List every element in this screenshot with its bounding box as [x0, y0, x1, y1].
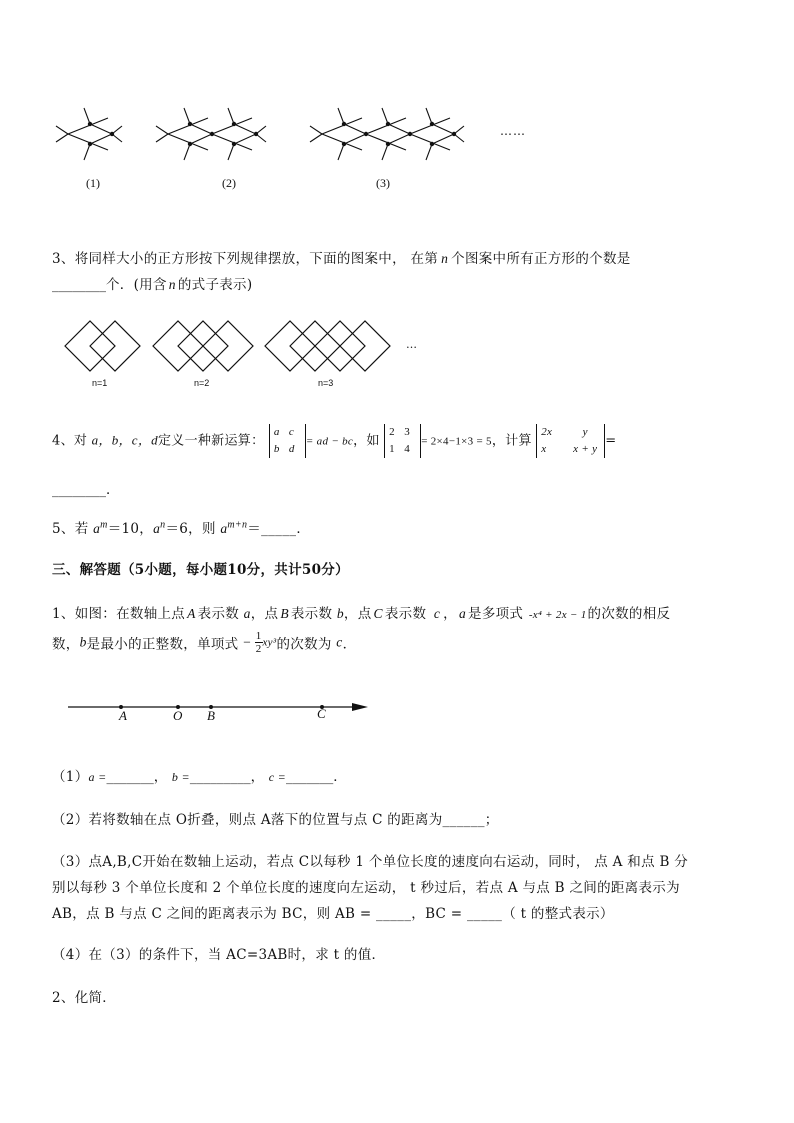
q4-blank-line	[52, 478, 120, 498]
branch-segment	[68, 118, 108, 134]
q3-text-1b: 个图案中所有正方形的个数是	[451, 251, 631, 267]
q4-line	[52, 424, 616, 458]
p1-var-c: c	[433, 606, 441, 621]
q5-a3: a	[220, 521, 228, 536]
mono-num: 1	[255, 630, 262, 642]
q3-var-n: n	[441, 251, 449, 266]
sub1-label: （1）	[52, 769, 89, 785]
p1-t1f: 表示数	[384, 606, 427, 622]
branch-caption-2: (2)	[222, 176, 236, 190]
branch-segment	[366, 118, 406, 134]
p1-sub3-line3: AB，点 B 与点 C 之间的距离表示为 BC，则 AB = _____，BC = _____（ t 的整式表示）	[52, 906, 614, 922]
sub1-blank-c: _______．	[286, 769, 347, 785]
p1-t2c: 的次数为	[276, 636, 332, 653]
p1-var-a-2: a	[458, 606, 467, 621]
branch-segment	[410, 134, 450, 150]
branch-segment	[388, 134, 410, 144]
branch-segment	[234, 134, 256, 144]
branch-segment	[454, 134, 464, 142]
squares-caption-2: n=2	[194, 378, 210, 388]
p1-sub3-line1: （3）点A,B,C开始在数轴上运动，若点 C以每秒 1 个单位长度的速度向右运动，同时， 点 A 和点 B 分	[52, 854, 689, 870]
branch-segment	[56, 126, 68, 134]
mono-fraction	[255, 630, 263, 655]
branch-segment	[426, 144, 432, 160]
branch-segment	[112, 134, 122, 142]
q5-exp3: m+n	[227, 519, 248, 531]
branch-segment	[310, 126, 322, 134]
q4-eq3: =	[605, 433, 617, 449]
branch-segment	[84, 144, 90, 160]
q5-val2: ＝6，则	[165, 521, 216, 537]
p1-t2a: 数，	[52, 636, 80, 653]
branch-segment	[322, 134, 362, 150]
mono-den: 2	[255, 643, 262, 655]
branch-ellipsis: ……	[500, 124, 526, 138]
p1-sub3-line2: 别以每秒 3 个单位长度和 2 个单位长度的速度向左运动， t 秒过后，若点 A 与点 B 之间的距离表示为	[52, 880, 680, 896]
sub1-blank-a: _______，	[106, 769, 168, 785]
q3-var-n-2: n	[168, 277, 176, 292]
p1-line1	[52, 602, 670, 622]
det3-a: 2x	[541, 426, 553, 438]
axis-label-C: C	[317, 706, 326, 721]
axis-label-O: O	[173, 708, 183, 723]
branch-segment	[184, 144, 190, 160]
branch-segment	[410, 118, 450, 134]
p1-t1i: 的次数的相反	[587, 606, 671, 622]
q5-val1: ＝10，	[107, 521, 154, 537]
branch-segment	[432, 124, 454, 134]
p1-t2d: ．	[342, 636, 357, 653]
p1-line2	[52, 630, 356, 664]
q4-sep2: ，计算	[491, 433, 532, 449]
squares-caption-3: n=3	[318, 378, 334, 388]
p1-pointB: B	[280, 606, 289, 621]
det3-d: x + y	[573, 443, 598, 455]
p1-var-b-2: b	[79, 634, 87, 650]
q4-eq1: = ad − bc	[305, 435, 354, 448]
squares-caption-1: n=1	[92, 378, 108, 388]
p1-t1a: 1、如图：在数轴上点	[52, 606, 186, 622]
p1-var-a: a	[243, 606, 251, 621]
branch-caption-1: (1)	[86, 176, 100, 190]
q4-blank: ________．	[52, 482, 120, 498]
squares-ellipsis: …	[406, 338, 417, 351]
q5-a1: a	[93, 521, 101, 536]
axis-label-B: B	[207, 708, 215, 723]
branch-segment	[256, 126, 266, 134]
sub1-a: a =	[88, 770, 107, 784]
branch-segment	[212, 134, 252, 150]
branch-segment	[388, 124, 410, 134]
p1-t1b: 表示数	[197, 606, 240, 622]
branch-segment	[338, 144, 344, 160]
branch-caption-3: (3)	[376, 176, 390, 190]
q4-det-example	[384, 424, 421, 458]
branch-segment	[310, 134, 322, 142]
sub1-c: c =	[268, 770, 287, 784]
branch-segment	[156, 134, 168, 142]
branch-segment	[190, 134, 212, 144]
q3-line1	[52, 247, 631, 267]
det1-a: a	[273, 426, 280, 438]
branch-segment	[56, 134, 68, 142]
branch-segment	[212, 118, 252, 134]
q5-exp1: m	[100, 519, 108, 531]
p1-var-c-2: c	[336, 634, 343, 650]
det2-d: 4	[404, 443, 410, 455]
axis-label-A: A	[119, 708, 127, 723]
branch-segment	[228, 108, 234, 124]
branch-segment	[382, 108, 388, 124]
q5-val3: ＝_____．	[247, 521, 311, 537]
q5-exp2: n	[160, 519, 166, 531]
det1-d: d	[288, 443, 295, 455]
q4-prefix: 4、对	[52, 433, 88, 449]
p1-monomial	[243, 630, 276, 655]
p1-t1h: 是多项式	[468, 606, 524, 622]
section3-heading: 三、解答题（5小题，每小题10分，共计50分）	[52, 562, 349, 578]
q4-sep1: ，如	[353, 433, 380, 449]
p1-pointC: C	[373, 606, 383, 621]
branch-segment	[338, 108, 344, 124]
p1-var-b: b	[336, 606, 344, 621]
branch-segment	[344, 134, 366, 144]
p1-t2b: 是最小的正整数，单项式	[86, 636, 239, 653]
branch-figures	[0, 0, 794, 200]
p1-t1g: ，	[443, 606, 457, 622]
mono-sign: −	[243, 634, 251, 650]
branch-segment	[190, 124, 212, 134]
axis-arrow	[352, 703, 368, 711]
branch-segment	[228, 144, 234, 160]
p1-polynomial: -x⁴ + 2x − 1	[528, 609, 587, 621]
p2-text: 2、化简．	[52, 990, 117, 1006]
det2-c: 3	[404, 426, 410, 438]
q3-text-2a: 个．(用含	[106, 277, 167, 293]
q3-line2	[52, 273, 252, 293]
mono-var: xy³	[262, 636, 277, 649]
p1-sub4: （4）在（3）的条件下，当 AC=3AB时，求 t 的值．	[52, 947, 386, 963]
branch-segment	[426, 108, 432, 124]
p1-sub1	[52, 765, 347, 785]
sub1-blank-b: _________，	[189, 769, 265, 785]
p1-t1c: ，点	[250, 606, 279, 622]
branch-segment	[234, 124, 256, 134]
branch-segment	[322, 118, 362, 134]
det1-c: c	[288, 426, 295, 438]
q3-blank: ________	[52, 277, 106, 293]
det2-b: 1	[389, 443, 395, 455]
q3-text-1: 3、将同样大小的正方形按下列规律摆放，下面的图案中， 在第	[52, 251, 439, 267]
det1-b: b	[273, 443, 280, 455]
branch-segment	[112, 126, 122, 134]
q3-text-2b: 的式子表示)	[177, 277, 253, 293]
p1-t1d: 表示数	[290, 606, 333, 622]
q4-eq2: = 2×4−1×3 = 5	[421, 435, 492, 448]
branch-segment	[184, 108, 190, 124]
p1-sub2: （2）若将数轴在点 O折叠，则点 A落下的位置与点 C 的距离为______；	[52, 812, 499, 828]
q4-vars: a，b，c，d	[91, 432, 158, 448]
det3-b: x	[541, 443, 547, 455]
branch-segment	[454, 126, 464, 134]
q5-text: 5、若	[52, 521, 89, 537]
branch-segment	[344, 124, 366, 134]
branch-segment	[68, 134, 108, 150]
p1-pointA: A	[187, 606, 196, 621]
branch-segment	[382, 144, 388, 160]
p1-t1e: ，点	[343, 606, 372, 622]
branch-segment	[90, 124, 112, 134]
branch-segment	[90, 134, 112, 144]
squares-figures	[0, 300, 794, 390]
branch-segment	[84, 108, 90, 124]
branch-segment	[168, 134, 208, 150]
det3-c: y	[582, 426, 588, 438]
q4-det-definition	[269, 424, 306, 458]
q5-a2: a	[153, 521, 161, 536]
branch-segment	[156, 126, 168, 134]
branch-segment	[256, 134, 266, 142]
q5-line	[52, 517, 310, 537]
branch-segment	[366, 134, 406, 150]
q4-mid: 定义一种新运算：	[157, 433, 265, 449]
branch-segment	[168, 118, 208, 134]
sub1-b: b =	[171, 770, 190, 784]
branch-segment	[432, 134, 454, 144]
q4-det-question	[536, 424, 605, 458]
det2-a: 2	[389, 426, 395, 438]
